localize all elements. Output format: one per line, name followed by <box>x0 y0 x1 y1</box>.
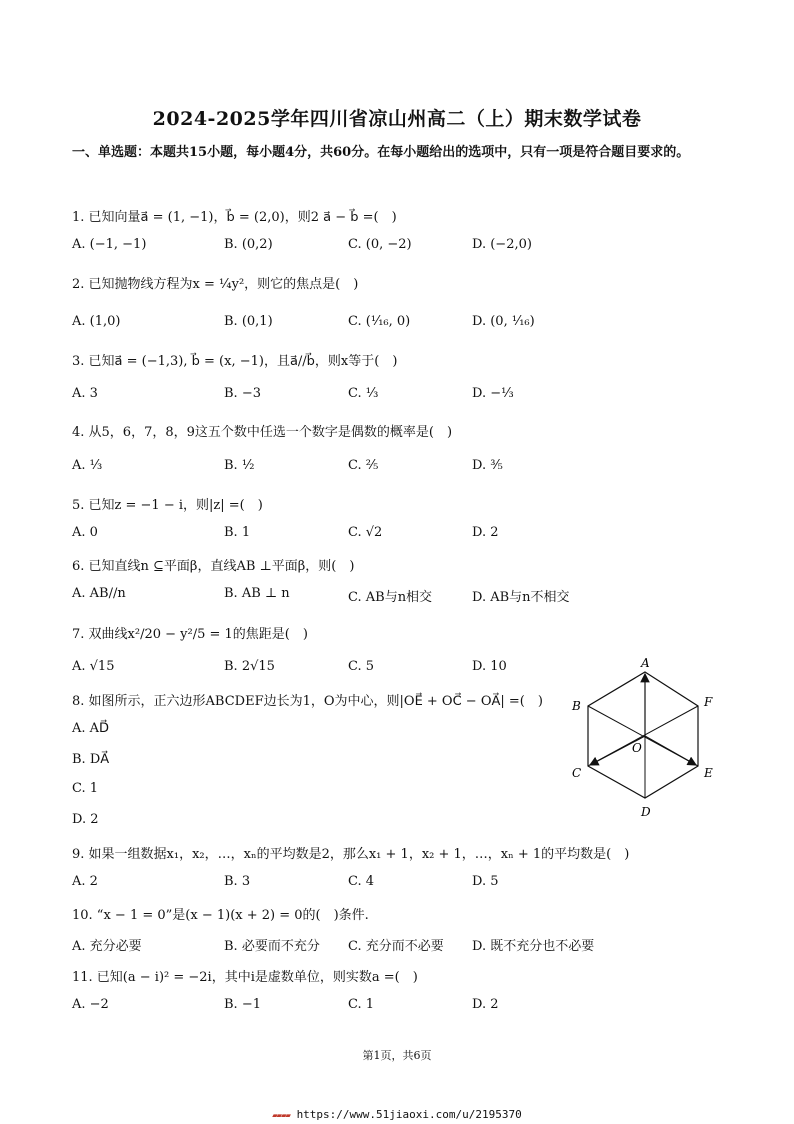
option-d: D. AB与n不相交 <box>472 590 570 605</box>
option-a: A. (−1, −1) <box>72 237 147 252</box>
page-footer: 第1页，共6页 <box>362 1049 432 1062</box>
option-a: A. 2 <box>72 874 98 889</box>
option-d: D. −¹⁄₃ <box>472 386 514 401</box>
question-stem: 8. 如图所示，正六边形ABCDEF边长为1，O为中心，则|OE⃗ + OC⃗ − OA⃗| =( ) <box>72 694 543 709</box>
option-a: A. √15 <box>72 659 115 674</box>
vertex-label-a: A <box>641 656 650 670</box>
vertex-label-e: E <box>704 766 713 780</box>
vertex-label-c: C <box>572 766 582 780</box>
page-title: 2024-2025学年四川省凉山州高二（上）期末数学试卷 <box>152 108 642 130</box>
vertex-label-b: B <box>572 699 581 713</box>
question-stem: 6. 已知直线n ⊆平面β，直线AB ⊥平面β，则( ) <box>72 559 355 574</box>
option-c: C. 1 <box>348 997 375 1012</box>
option-b: B. −1 <box>224 997 261 1012</box>
option-d: D. 2 <box>72 812 99 827</box>
option-b: B. 1 <box>224 525 251 540</box>
option-c: C. ¹⁄₃ <box>348 386 379 401</box>
option-b: B. ¹⁄₂ <box>224 458 255 473</box>
question-stem: 1. 已知向量a⃗ = (1, −1)，b⃗ = (2,0)，则2 a⃗ − b⃗ =( ) <box>72 210 397 225</box>
option-a: A. (1,0) <box>72 314 121 329</box>
option-a: A. 0 <box>72 525 98 540</box>
question-stem: 2. 已知抛物线方程为x = ¹⁄₄y²，则它的焦点是( ) <box>72 277 359 292</box>
option-b: B. DA⃗ <box>72 752 110 767</box>
vertex-label-d: D <box>641 805 651 819</box>
option-a: A. 充分必要 <box>72 939 142 954</box>
question-stem: 7. 双曲线x²/20 − y²/5 = 1的焦距是( ) <box>72 627 308 642</box>
option-a: A. AB//n <box>72 586 126 601</box>
option-b: B. 2√15 <box>224 659 275 674</box>
option-d: D. (−2,0) <box>472 237 532 252</box>
option-a: A. 3 <box>72 386 98 401</box>
option-a: A. AD⃗ <box>72 721 110 736</box>
option-c: C. (0, −2) <box>348 237 412 252</box>
option-a: A. −2 <box>72 997 109 1012</box>
option-b: B. (0,1) <box>224 314 273 329</box>
option-b: B. −3 <box>224 386 261 401</box>
option-d: D. (0, ¹⁄₁₆) <box>472 314 535 329</box>
option-b: B. AB ⊥ n <box>224 586 290 601</box>
option-c: C. (¹⁄₁₆, 0) <box>348 314 411 329</box>
option-d: D. 5 <box>472 874 499 889</box>
vertex-label-f: F <box>704 695 713 709</box>
option-d: D. 既不充分也不必要 <box>472 939 595 954</box>
question-stem: 9. 如果一组数据x₁，x₂，…，xₙ的平均数是2，那么x₁ + 1，x₂ + 1，…，xₙ + 1的平均数是( ) <box>72 847 630 862</box>
option-d: D. 10 <box>472 659 507 674</box>
question-stem: 11. 已知(a − i)² = −2i，其中i是虚数单位，则实数a =( ) <box>72 970 418 985</box>
option-b: B. 3 <box>224 874 251 889</box>
option-c: C. ²⁄₅ <box>348 458 379 473</box>
vertex-label-o: O <box>632 741 642 755</box>
option-d: D. ³⁄₅ <box>472 458 503 473</box>
option-c: C. 5 <box>348 659 375 674</box>
option-b: B. (0,2) <box>224 237 273 252</box>
option-c: C. 1 <box>72 781 99 796</box>
option-c: C. 4 <box>348 874 375 889</box>
question-stem: 10. “x − 1 = 0”是(x − 1)(x + 2) = 0的( )条件. <box>72 908 369 923</box>
hexagon-figure <box>560 650 740 825</box>
watermark-url[interactable]: https://www.51jiaoxi.com/u/2195370 <box>296 1108 522 1121</box>
watermark-mark: ▰▰▰▰ <box>272 1111 290 1121</box>
question-stem: 4. 从5，6，7，8，9这五个数中任选一个数字是偶数的概率是( ) <box>72 425 453 440</box>
option-d: D. 2 <box>472 997 499 1012</box>
option-b: B. 必要而不充分 <box>224 939 320 954</box>
option-c: C. AB与n相交 <box>348 590 433 605</box>
option-a: A. ¹⁄₃ <box>72 458 103 473</box>
option-c: C. √2 <box>348 525 383 540</box>
option-d: D. 2 <box>472 525 499 540</box>
question-stem: 5. 已知z = −1 − i，则|z| =( ) <box>72 498 263 513</box>
question-stem: 3. 已知a⃗ = (−1,3), b⃗ = (x, −1)，且a⃗//b⃗，则x等于( ) <box>72 354 398 369</box>
section-heading: 一、单选题：本题共15小题，每小题4分，共60分。在每小题给出的选项中，只有一项是符合题目要求的。 <box>72 145 690 160</box>
watermark <box>0 1108 794 1121</box>
option-c: C. 充分而不必要 <box>348 939 444 954</box>
